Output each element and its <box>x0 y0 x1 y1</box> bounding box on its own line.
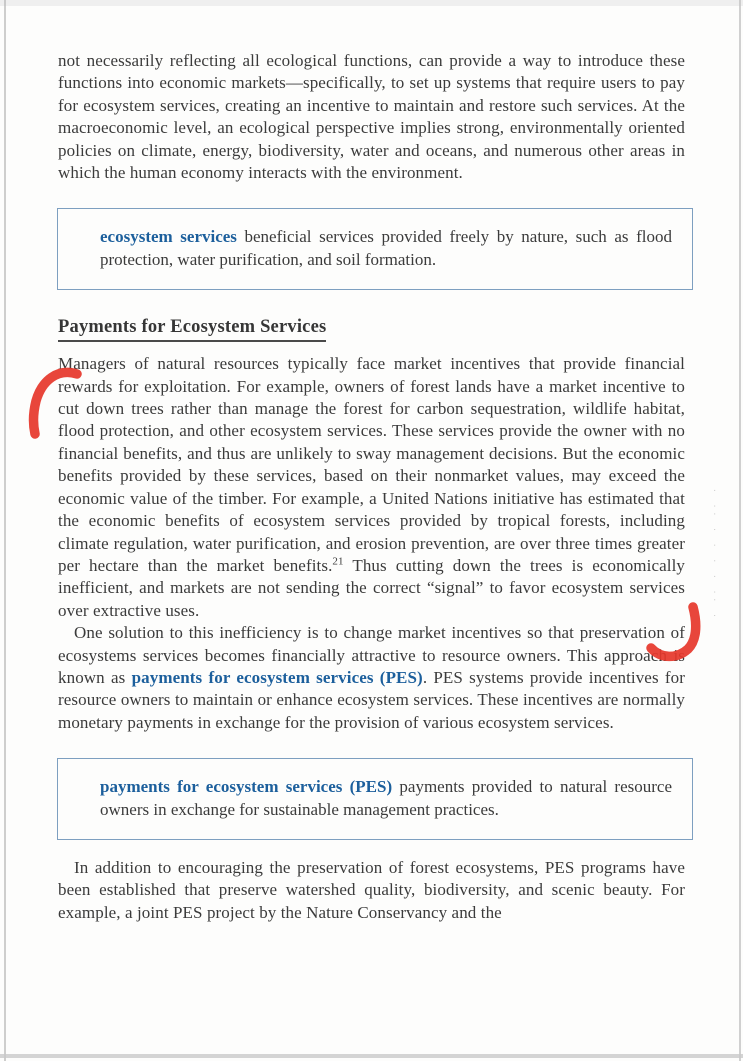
definition-text <box>100 776 672 821</box>
paragraph-managers-text-after: Thus cutting down the trees is economically inefficient, and markets are not sending the correct “signal” to favor ecosystem services over extractive uses. <box>58 555 685 620</box>
faint-edge-marking: · ·· · · · · ·· · <box>710 488 719 621</box>
definition-term: payments for ecosystem services (PES) <box>100 777 393 797</box>
definition-body: payments provided to natural resource owners in exchange for sustainable management practices. <box>100 777 672 819</box>
intro-paragraph: not necessarily reflecting all ecological functions, can provide a way to introduce these functions into economic markets—specifically, to set up systems that require users to pay for ecosystem services, creating an incentive to maintain and restore such services. At the macroeconomic level, an ecological perspective implies strong, environmentally oriented policies on climate, energy, biodiversity, water and oceans, and numerous other areas in which the human economy interacts with the environment. <box>58 51 685 183</box>
inline-key-term-pes: payments for ecosystem services (PES) <box>131 667 423 687</box>
definition-text <box>100 226 672 271</box>
paragraph-one-solution-text-after: . PES systems provide incentives for resource owners to maintain or enhance ecosystem services. These incentives are normally monetary payments in exchange for the provision of various ecosystem services. <box>58 667 686 732</box>
section-heading: Payments for Ecosystem Services <box>58 317 326 342</box>
footnote-reference: 21 <box>332 555 344 568</box>
definition-box-pes <box>57 758 693 840</box>
definition-term: ecosystem services <box>100 227 237 247</box>
paragraph-one-solution <box>58 622 685 734</box>
definition-box-ecosystem-services <box>57 208 693 290</box>
paragraph-managers <box>58 353 685 622</box>
paragraph-one-solution-text: One solution to this inefficiency is to change market incentives so that preservation of ecosystems services becomes financially attractive to resource owners. This approach is known as <box>58 623 685 687</box>
definition-body: beneficial services provided freely by nature, such as flood protection, water purification, and soil formation. <box>100 227 672 269</box>
paragraph-managers-text: Managers of natural resources typically face market incentives that provide financial rewards for exploitation. For example, owners of forest lands have a market incentive to cut down trees rather than manage the forest for carbon sequestration, wildlife habitat, flood protection, and other ecosystem services. These services provide the owner with no financial benefits, and thus are unlikely to sway management decisions. But the economic benefits provided by these services, based on their nonmarket values, may exceed the economic value of the timber. For example, a United Nations initiative has estimated that the economic benefits of ecosystem services provided by tropical forests, including climate regulation, water purification, and erosion prevention, are over three times greater per hectare than the market benefits. <box>58 354 685 575</box>
paragraph-in-addition: In addition to encouraging the preservation of forest ecosystems, PES programs have been established that preserve watershed quality, biodiversity, and scenic beauty. For example, a joint PES project by the Nature Conservancy and the <box>58 857 685 922</box>
page-edge-bottom <box>0 1054 743 1058</box>
